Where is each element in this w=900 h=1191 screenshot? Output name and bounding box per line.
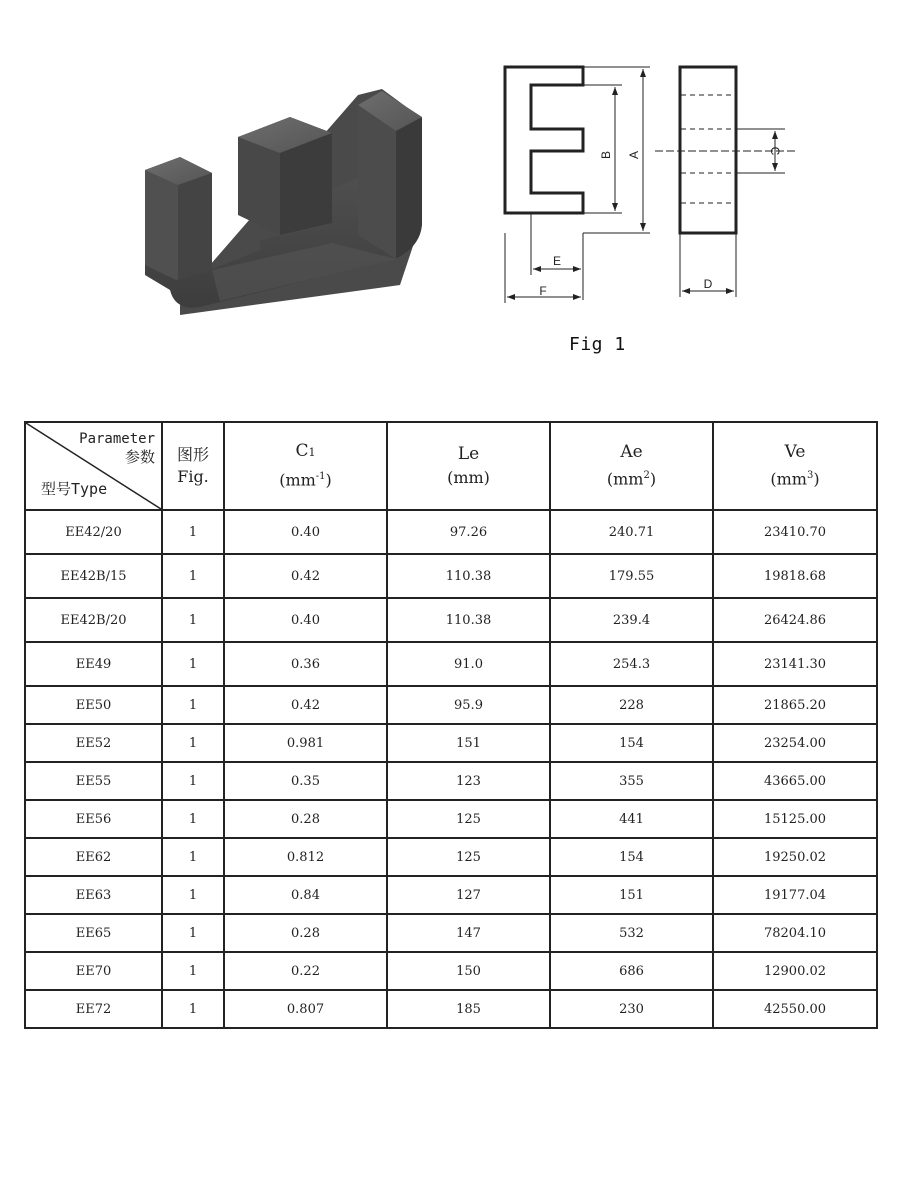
table-row (25, 762, 877, 800)
cell-fig: 1 (162, 642, 224, 686)
cell-le: 185 (387, 990, 550, 1028)
cell-ve: 21865.20 (713, 686, 877, 724)
cell-le: 127 (387, 876, 550, 914)
cell-ae: 441 (550, 800, 713, 838)
table-row (25, 800, 877, 838)
header-c1-label: C (295, 441, 309, 462)
ee-core-photo (120, 75, 450, 325)
cell-ae: 230 (550, 990, 713, 1028)
cell-type: EE62 (25, 838, 162, 876)
cell-type: EE63 (25, 876, 162, 914)
dim-label-a: A (627, 150, 641, 160)
cell-type: EE49 (25, 642, 162, 686)
header-le (387, 422, 550, 510)
table-row (25, 724, 877, 762)
header-parameter-en: Parameter (79, 431, 155, 447)
cell-c1: 0.812 (224, 838, 387, 876)
table-row (25, 642, 877, 686)
header-ve-label: Ve (784, 442, 806, 463)
dim-label-f: F (539, 284, 547, 298)
dim-label-d: D (703, 277, 713, 291)
cell-fig: 1 (162, 762, 224, 800)
table-row (25, 510, 877, 554)
cell-ve: 23410.70 (713, 510, 877, 554)
header-le-unit: (mm) (447, 468, 490, 487)
cell-fig: 1 (162, 510, 224, 554)
header-ve-unit: (mm (770, 469, 807, 489)
table-row (25, 914, 877, 952)
cell-c1: 0.40 (224, 510, 387, 554)
cell-fig: 1 (162, 838, 224, 876)
cell-ve: 19818.68 (713, 554, 877, 598)
cell-ae: 151 (550, 876, 713, 914)
cell-type: EE42B/20 (25, 598, 162, 642)
cell-ae: 254.3 (550, 642, 713, 686)
cell-c1: 0.42 (224, 686, 387, 724)
header-type-parameter-cell (25, 422, 162, 510)
cell-type: EE50 (25, 686, 162, 724)
dim-label-c: C (768, 146, 782, 156)
header-ae-label: Ae (620, 442, 643, 463)
header-parameter-cn: 参数 (124, 448, 155, 466)
table-header-row (25, 422, 877, 510)
header-ae-unit: (mm (606, 469, 644, 489)
cell-le: 125 (387, 800, 550, 838)
header-c1-unit: (mm (279, 470, 316, 490)
cell-ae: 355 (550, 762, 713, 800)
cell-le: 123 (387, 762, 550, 800)
cell-ve: 12900.02 (713, 952, 877, 990)
cell-fig: 1 (162, 598, 224, 642)
cell-le: 110.38 (387, 554, 550, 598)
cell-type: EE42/20 (25, 510, 162, 554)
cell-ae: 240.71 (550, 510, 713, 554)
header-ae-unit-exponent: 2 (643, 470, 650, 482)
cell-ve: 78204.10 (713, 914, 877, 952)
cell-fig: 1 (162, 724, 224, 762)
cell-ve: 42550.00 (713, 990, 877, 1028)
ee-core-dimension-drawing (495, 55, 795, 315)
header-fig-en: Fig. (177, 467, 209, 486)
header-c1-subscript: 1 (308, 446, 316, 460)
cell-le: 97.26 (387, 510, 550, 554)
cell-c1: 0.84 (224, 876, 387, 914)
cell-ae: 154 (550, 838, 713, 876)
cell-type: EE56 (25, 800, 162, 838)
cell-c1: 0.42 (224, 554, 387, 598)
cell-le: 150 (387, 952, 550, 990)
cell-fig: 1 (162, 876, 224, 914)
header-ve (713, 422, 877, 510)
cell-ve: 19177.04 (713, 876, 877, 914)
table-body (25, 510, 877, 1028)
cell-fig: 1 (162, 686, 224, 724)
header-fig (162, 422, 224, 510)
cell-c1: 0.807 (224, 990, 387, 1028)
dim-label-e: E (552, 254, 562, 268)
cell-fig: 1 (162, 554, 224, 598)
table-row (25, 554, 877, 598)
table-row (25, 838, 877, 876)
cell-fig: 1 (162, 800, 224, 838)
cell-ve: 43665.00 (713, 762, 877, 800)
cell-le: 91.0 (387, 642, 550, 686)
header-fig-cn: 图形 (176, 445, 209, 464)
table-row (25, 990, 877, 1028)
cell-c1: 0.35 (224, 762, 387, 800)
cell-ae: 239.4 (550, 598, 713, 642)
cell-fig: 1 (162, 952, 224, 990)
cell-le: 95.9 (387, 686, 550, 724)
cell-ve: 23254.00 (713, 724, 877, 762)
cell-type: EE52 (25, 724, 162, 762)
cell-ae: 154 (550, 724, 713, 762)
cell-ae: 532 (550, 914, 713, 952)
cell-c1: 0.28 (224, 914, 387, 952)
cell-type: EE72 (25, 990, 162, 1028)
header-c1-unit-close: ) (325, 470, 332, 490)
cell-type: EE42B/15 (25, 554, 162, 598)
table-row (25, 686, 877, 724)
e-core-outline (505, 67, 583, 213)
cell-c1: 0.981 (224, 724, 387, 762)
cell-le: 151 (387, 724, 550, 762)
cell-ve: 15125.00 (713, 800, 877, 838)
header-ve-unit-close: ) (813, 469, 820, 489)
cell-type: EE70 (25, 952, 162, 990)
table-row (25, 598, 877, 642)
cell-le: 125 (387, 838, 550, 876)
header-c1-unit-exponent: -1 (315, 471, 326, 483)
cell-ve: 26424.86 (713, 598, 877, 642)
cell-type: EE55 (25, 762, 162, 800)
side-view-outline (680, 67, 736, 233)
ee-core-parameter-table (24, 421, 878, 1029)
cell-fig: 1 (162, 990, 224, 1028)
cell-c1: 0.36 (224, 642, 387, 686)
header-ve-unit-exponent: 3 (806, 470, 814, 482)
cell-c1: 0.22 (224, 952, 387, 990)
table-row (25, 952, 877, 990)
table-row (25, 876, 877, 914)
figure-caption: Fig 1 (569, 334, 626, 355)
cell-ae: 686 (550, 952, 713, 990)
cell-type: EE65 (25, 914, 162, 952)
cell-c1: 0.28 (224, 800, 387, 838)
header-ae-unit-close: ) (649, 469, 657, 489)
header-ae (550, 422, 713, 510)
header-c1 (224, 422, 387, 510)
cell-c1: 0.40 (224, 598, 387, 642)
cell-le: 110.38 (387, 598, 550, 642)
header-le-label: Le (457, 444, 480, 464)
dim-label-b: B (599, 150, 613, 160)
cell-fig: 1 (162, 914, 224, 952)
header-type-label: 型号Type (41, 480, 108, 498)
cell-ae: 228 (550, 686, 713, 724)
cell-ve: 19250.02 (713, 838, 877, 876)
cell-ae: 179.55 (550, 554, 713, 598)
cell-le: 147 (387, 914, 550, 952)
cell-ve: 23141.30 (713, 642, 877, 686)
